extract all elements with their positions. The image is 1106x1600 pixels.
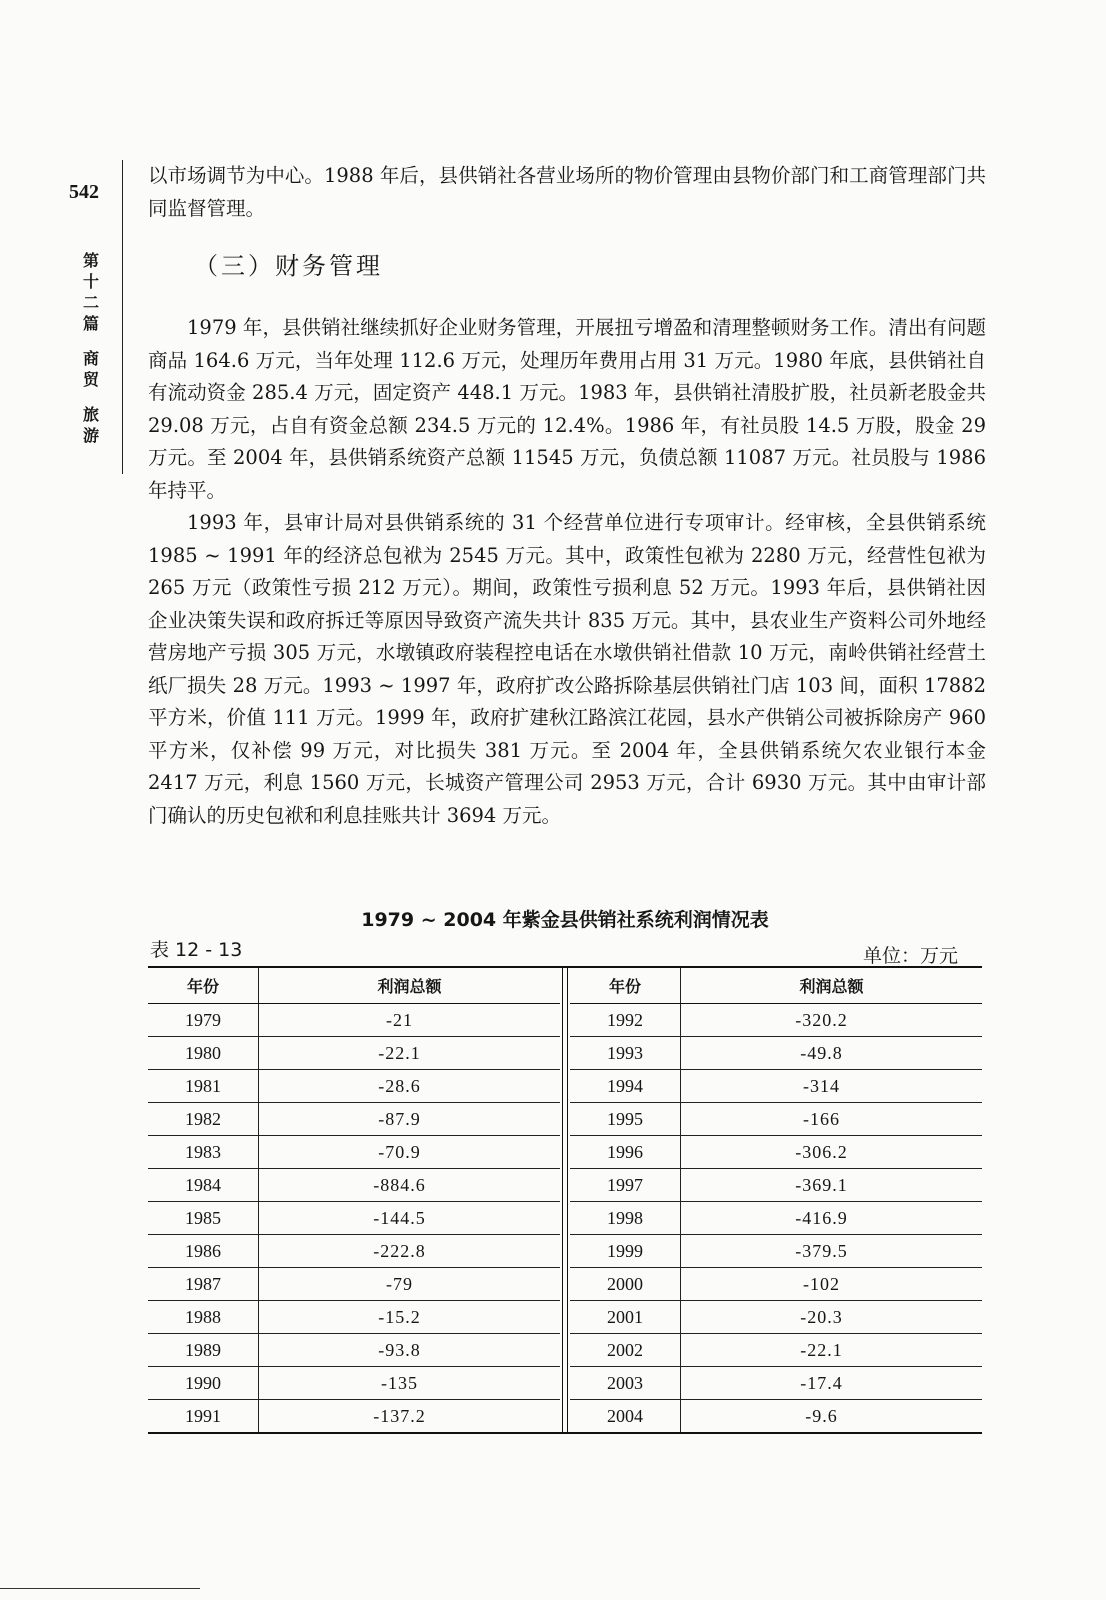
chapter-char: 第: [82, 251, 99, 270]
profit-cell: -166: [680, 1103, 982, 1136]
table-title: 1979 ~ 2004 年紫金县供销社系统利润情况表: [361, 909, 769, 931]
paragraph-2: 1979 年，县供销社继续抓好企业财务管理，开展扭亏增盈和清理整顿财务工作。清出有问题商品 164.6 万元，当年处理 112.6 万元，处理历年费用占用 31 万元。1980 年底，县供销社自有流动资金 285.4 万元，固定资产 448.1 万元。1983 年，县供销社清股扩股，社员新老股金共 29.08 万元，占自有资金总额 234.5 万元的 12.4%。1986 年，有社员股 14.5 万股，股金 29 万元。至 2004 年，县供销系统资产总额 11545 万元，负债总额 11087 万元。社员股与 1986 年持平。: [148, 316, 986, 502]
year-cell: 1993: [570, 1037, 681, 1070]
year-cell: 1985: [148, 1202, 259, 1235]
profit-cell: -22.1: [680, 1334, 982, 1367]
table-row: [148, 1367, 560, 1400]
year-cell: 2001: [570, 1301, 681, 1334]
chapter-gap: [79, 390, 103, 404]
profit-cell: -137.2: [259, 1400, 561, 1433]
profit-table: [148, 966, 982, 1434]
header-profit: 利润总额: [680, 968, 982, 1004]
profit-cell: -70.9: [259, 1136, 561, 1169]
chapter-gap: [79, 334, 103, 348]
year-cell: 1983: [148, 1136, 259, 1169]
profit-cell: -15.2: [259, 1301, 561, 1334]
profit-cell: -102: [680, 1268, 982, 1301]
year-cell: 2003: [570, 1367, 681, 1400]
year-cell: 2004: [570, 1400, 681, 1433]
year-cell: 1987: [148, 1268, 259, 1301]
year-cell: 1994: [570, 1070, 681, 1103]
year-cell: 1988: [148, 1301, 259, 1334]
table-row: [148, 1136, 560, 1169]
table-row: [148, 1334, 560, 1367]
year-cell: 2000: [570, 1268, 681, 1301]
profit-cell: -17.4: [680, 1367, 982, 1400]
profit-cell: -320.2: [795, 1009, 848, 1030]
table-row: [570, 1235, 982, 1268]
table-number: 表 12 - 13: [150, 939, 243, 961]
profit-cell: -28.6: [259, 1070, 561, 1103]
section-heading: （三）财务管理: [194, 252, 383, 280]
year-cell: 1979: [148, 1004, 259, 1037]
profit-cell: -884.6: [259, 1169, 561, 1202]
chapter-char: 旅: [82, 405, 99, 424]
table-row: [570, 1268, 982, 1301]
year-cell: 1990: [148, 1367, 259, 1400]
table-row: [148, 1301, 560, 1334]
year-cell: 1998: [570, 1202, 681, 1235]
table-unit: 单位：万元: [862, 945, 958, 967]
chapter-title-vertical: [79, 250, 103, 446]
year-cell: 1995: [570, 1103, 681, 1136]
profit-cell: -379.5: [680, 1235, 982, 1268]
table-right-half: [570, 968, 982, 1432]
profit-cell: -314: [680, 1070, 982, 1103]
table-row: [570, 1070, 982, 1103]
table-row: [148, 1037, 560, 1070]
body-text: [148, 160, 986, 832]
year-cell: 1986: [148, 1235, 259, 1268]
table-row: [570, 1334, 982, 1367]
year-cell: 2002: [570, 1334, 681, 1367]
header-profit: 利润总额: [259, 968, 561, 1004]
table-row: [148, 1268, 560, 1301]
table-row: [570, 1037, 982, 1070]
chapter-char: 十: [82, 272, 99, 291]
table-row: [148, 1103, 560, 1136]
profit-cell: -22.1: [259, 1037, 561, 1070]
profit-cell: -79: [259, 1268, 561, 1301]
chapter-char: 游: [82, 426, 99, 445]
table-row: [570, 1103, 982, 1136]
year-cell: 1996: [570, 1136, 681, 1169]
profit-cell: -144.5: [259, 1202, 561, 1235]
year-cell: 1984: [148, 1169, 259, 1202]
chapter-char: 贸: [82, 370, 99, 389]
year-cell: 1999: [570, 1235, 681, 1268]
table-divider: [562, 968, 568, 1432]
year-cell: 1981: [148, 1070, 259, 1103]
profit-cell: -416.9: [680, 1202, 982, 1235]
chapter-char: 商: [82, 349, 99, 368]
year-cell: 1982: [148, 1103, 259, 1136]
year-cell: 1980: [148, 1037, 259, 1070]
table-row: [148, 1070, 560, 1103]
page-bottom-rule: [0, 1588, 200, 1589]
table-row: [148, 1235, 560, 1268]
profit-cell: -49.8: [680, 1037, 982, 1070]
profit-cell: -21: [386, 1009, 413, 1030]
page-number: 542: [69, 181, 99, 203]
profit-cell: -222.8: [259, 1235, 561, 1268]
header-year: 年份: [570, 968, 681, 1004]
table-row: [148, 1202, 560, 1235]
table-row: [148, 1400, 560, 1433]
year-cell: 1991: [148, 1400, 259, 1433]
table-row: [570, 1301, 982, 1334]
table-left-half: [148, 968, 560, 1432]
year-cell: 1997: [570, 1169, 681, 1202]
profit-cell: -9.6: [680, 1400, 982, 1433]
table-row: [148, 1004, 560, 1037]
table-row: [570, 1202, 982, 1235]
table-row: [570, 1367, 982, 1400]
table-row: [570, 1004, 982, 1037]
table-row: [570, 1169, 982, 1202]
chapter-char: 二: [82, 293, 99, 312]
table-row: [570, 1400, 982, 1433]
paragraph-3: 1993 年，县审计局对县供销系统的 31 个经营单位进行专项审计。经审核，全县供销系统 1985 ~ 1991 年的经济总包袱为 2545 万元。其中，政策性包袱为 2280 万元，经营性包袱为 265 万元（政策性亏损 212 万元）。期间，政策性亏损利息 52 万元。1993 年后，县供销社因企业决策失误和政府拆迁等原因导致资产流失共计 835 万元。其中，县农业生产资料公司外地经营房地产亏损 305 万元，水墩镇政府装程控电话在水墩供销社借款 10 万元，南岭供销社经营土纸厂损失 28 万元。1993 ~ 1997 年，政府扩改公路拆除基层供销社门店 103 间，面积 17882 平方米，价值 111 万元。1999 年，政府扩建秋江路滨江花园，县水产供销公司被拆除房产 960 平方米，仅补偿 99 万元，对比损失 381 万元。至 2004 年，全县供销系统欠农业银行本金 2417 万元，利息 1560 万元，长城资产管理公司 2953 万元，合计 6930 万元。其中由审计部门确认的历史包袱和利息挂账共计 3694 万元。: [148, 511, 987, 827]
table-row: [570, 1136, 982, 1169]
year-cell: 1989: [148, 1334, 259, 1367]
year-cell: 1992: [570, 1004, 681, 1037]
profit-cell: -135: [259, 1367, 561, 1400]
profit-cell: -20.3: [680, 1301, 982, 1334]
paragraph-1: 以市场调节为中心。1988 年后，县供销社各营业场所的物价管理由县物价部门和工商管理部门共同监督管理。: [148, 164, 986, 220]
margin-rule: [122, 160, 123, 474]
profit-cell: -93.8: [259, 1334, 561, 1367]
table-row: [148, 1169, 560, 1202]
profit-cell: -369.1: [680, 1169, 982, 1202]
profit-cell: -87.9: [259, 1103, 561, 1136]
chapter-char: 篇: [82, 314, 99, 333]
header-year: 年份: [148, 968, 259, 1004]
profit-cell: -306.2: [680, 1136, 982, 1169]
